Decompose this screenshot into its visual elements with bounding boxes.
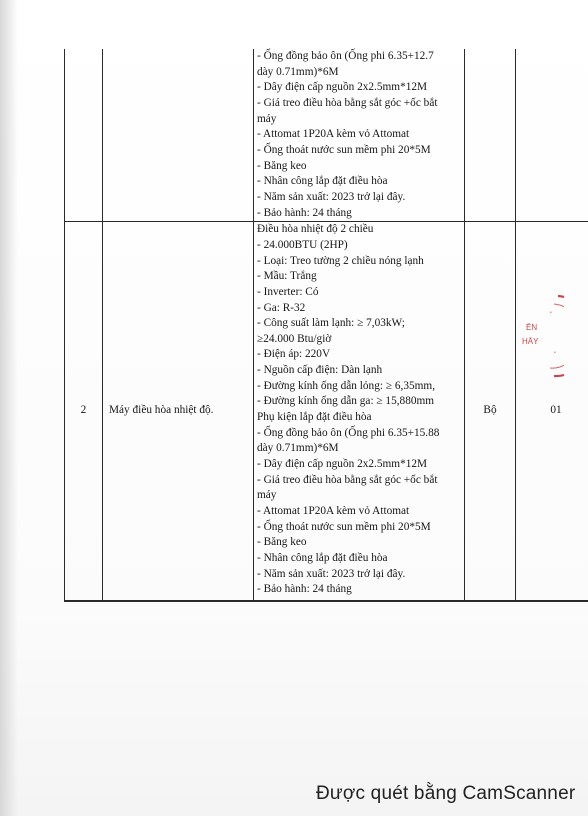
table-row	[65, 222, 588, 602]
spec-line: - Attomat 1P20A kèm vỏ Attomat	[257, 505, 410, 518]
spec-line: - Nhân công lắp đặt điều hòa	[257, 552, 388, 564]
spec-line: - Ga: R-32	[257, 301, 306, 314]
spec-line: - Băng keo	[257, 536, 307, 549]
svg-text:•: •	[550, 310, 552, 316]
equipment-spec-table	[64, 49, 588, 602]
spec-line: máy	[257, 489, 277, 502]
spec-line: - Bảo hành: 24 tháng	[257, 583, 352, 596]
table-row	[65, 49, 588, 222]
spec-line: - Nguồn cấp điện: Dàn lạnh	[257, 364, 383, 377]
spec-line: - Giá treo điều hòa bằng sắt góc +ốc bắt	[257, 473, 438, 486]
spec-line: - Mầu: Trắng	[257, 270, 317, 283]
spec-line: - Inverter: Có	[257, 285, 319, 298]
item-name-cell	[103, 49, 254, 222]
stamp-text: ÊN	[526, 323, 538, 332]
spec-line: - Đường kính ống dẫn lỏng: ≥ 6,35mm,	[257, 379, 436, 392]
spec-line: - Loại: Treo tường 2 chiều nóng lạnh	[257, 254, 424, 267]
svg-text:•: •	[554, 350, 556, 356]
quantity-cell: 01	[516, 222, 588, 602]
scanner-watermark: Được quét bằng CamScanner	[316, 783, 576, 804]
spec-line: - Dây điện cấp nguồn 2x2.5mm*12M	[257, 458, 428, 471]
spec-line: Phụ kiện lắp đặt điều hòa	[257, 411, 372, 424]
spec-line: - Điện áp: 220V	[257, 348, 331, 361]
row-number-cell: 2	[65, 222, 103, 602]
spec-line: ≥24.000 Btu/giờ	[257, 332, 332, 345]
spec-line: - Nhân công lắp đặt điều hòa	[257, 175, 388, 188]
spec-line: - Ống thoát nước sun mềm phi 20*5M	[257, 520, 431, 533]
spec-line: - Dây điện cấp nguồn 2x2.5mm*12M	[257, 81, 428, 94]
spec-line: - Công suất làm lạnh: ≥ 7,03kW;	[257, 317, 405, 330]
spec-line: - Ống đồng bảo ôn (Ống phi 6.35+12.7	[257, 50, 434, 62]
spec-line: máy	[257, 112, 277, 125]
spec-line: Điều hòa nhiệt độ 2 chiều	[257, 223, 374, 236]
spec-line: dày 0.71mm)*6M	[257, 65, 339, 78]
unit-cell	[465, 49, 516, 222]
scan-edge-shadow	[0, 0, 18, 816]
spec-line: - Băng keo	[257, 159, 307, 172]
item-name-cell: Máy điều hòa nhiệt độ.	[103, 222, 254, 602]
spec-line: - Năm sản xuất: 2023 trở lại đây.	[257, 567, 406, 580]
stamp-text: HÂY	[522, 337, 539, 346]
quantity-cell	[516, 49, 588, 222]
spec-cell	[254, 222, 465, 602]
spec-line: dày 0.71mm)*6M	[257, 442, 339, 455]
spec-line: - Ống thoát nước sun mềm phi 20*5M	[257, 143, 431, 156]
row-number-cell	[65, 49, 103, 222]
unit-cell: Bộ	[465, 222, 516, 602]
spec-line: - Năm sản xuất: 2023 trở lại đây.	[257, 190, 406, 203]
spec-line: - Ống đồng bảo ôn (Ống phi 6.35+15.88	[257, 426, 440, 439]
spec-line: - Đường kính ống dẫn ga: ≥ 15,880mm	[257, 395, 435, 408]
spec-line: - Bảo hành: 24 tháng	[257, 206, 352, 219]
spec-line: - Attomat 1P20A kèm vỏ Attomat	[257, 128, 410, 141]
spec-line: - Giá treo điều hòa bằng sắt góc +ốc bắt	[257, 96, 438, 109]
spec-line: - 24.000BTU (2HP)	[257, 238, 348, 251]
spec-cell	[254, 49, 465, 222]
